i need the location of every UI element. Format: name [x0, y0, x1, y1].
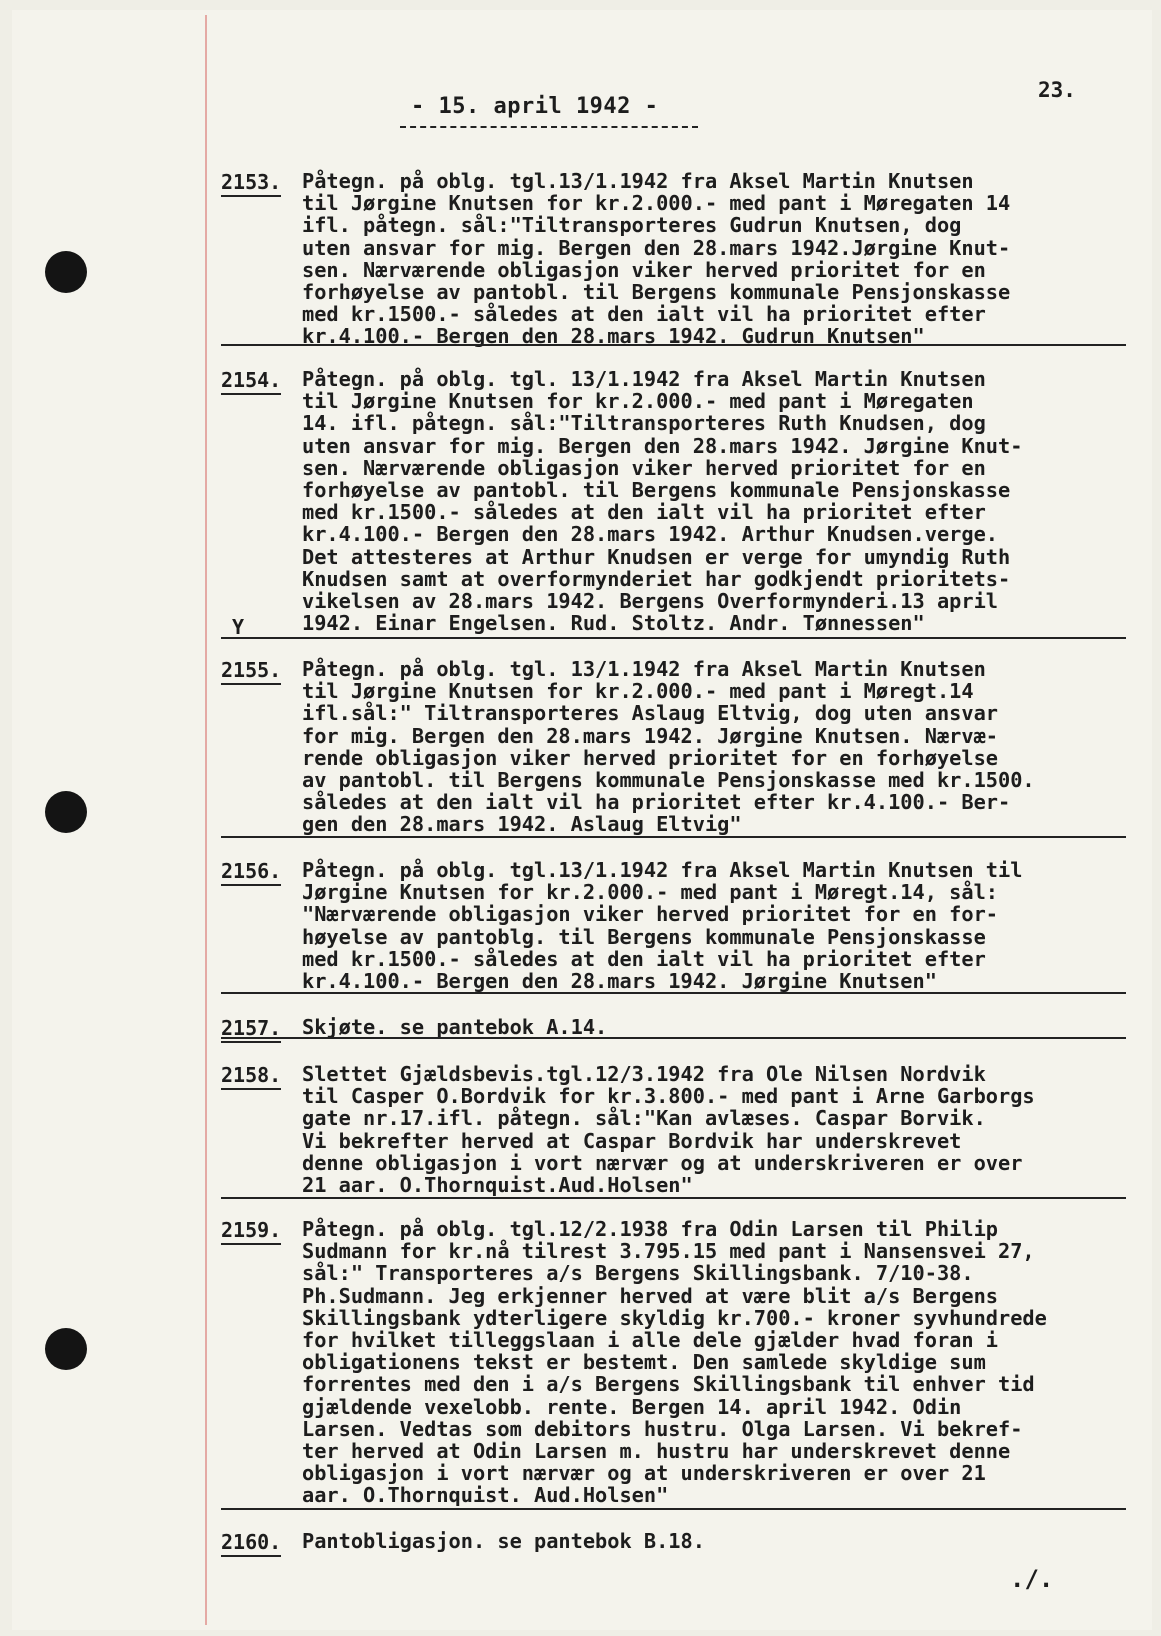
punch-hole — [45, 251, 87, 293]
entry-rule — [221, 836, 1126, 838]
entry-text: Påtegn. på oblg. tgl.13/1.1942 fra Aksel Martin Knutsen til Jørgine Knutsen for kr.2.000.- med pant i Møregt.14, sål: "Nærværende obligasjon viker herved prioritet for en for- høyelse av pantoblg. til Bergens kommunale Pensjonskasse med kr.1500.- således at den ialt vil ha prioritet efter kr.4.100.- Bergen den 28.mars 1942. Jørgine Knutsen" — [302, 858, 1023, 994]
margin-line — [205, 15, 207, 1625]
entry-number: 2153. — [221, 170, 281, 197]
page-number: 23. — [1038, 78, 1076, 102]
punch-hole — [45, 791, 87, 833]
entry-rule — [221, 1197, 1126, 1199]
entry-number: 2154. — [221, 368, 281, 395]
entry-number: 2158. — [221, 1063, 281, 1090]
entry-number: 2157. — [221, 1016, 281, 1043]
entry-text: Skjøte. se pantebok A.14. — [302, 1015, 608, 1039]
entry-rule — [221, 637, 1126, 639]
entry-number: 2160. — [221, 1530, 281, 1557]
entry-rule — [221, 344, 1126, 346]
entry-number: 2155. — [221, 658, 281, 685]
entry-text: Slettet Gjældsbevis.tgl.12/3.1942 fra Ole Nilsen Nordvik til Casper O.Bordvik for kr.3.800.- med pant i Arne Garborgs gate nr.17.ifl. påtegn. sål:"Kan avlæses. Caspar Borvik. Vi bekrefter herved at Caspar Bordvik har underskrevet denne obligasjon i vort nærvær og at underskriveren er over 21 aar. O.Thornquist.Aud.Holsen" — [302, 1062, 1035, 1198]
punch-hole — [45, 1328, 87, 1370]
entry-rule — [221, 1508, 1126, 1510]
entry-text: Påtegn. på oblg. tgl. 13/1.1942 fra Aksel Martin Knutsen til Jørgine Knutsen for kr.2.000.- med pant i Møregaten 14. ifl. påtegn. sål:"Tiltransporteres Ruth Knudsen, dog uten ansvar for mig. Bergen den 28.mars 1942. Jørgine Knut- sen. Nærværende obligasjon viker herved prioritet for en forhøyelse av pantobl. til Bergens kommunale Pensjonskasse med kr.1500.- således at den ialt vil ha prioritet efter kr.4.100.- Bergen den 28.mars 1942. Arthur Knudsen.verge. Det attesteres at Arthur Knudsen er verge for umyndig Ruth Knudsen samt at overformynderiet har godkjendt prioritets- vikelsen av 28.mars 1942. Bergens Overformynderi.13 april 1942. Einar Engelsen. Rud. Stoltz. Andr. Tønnessen" — [302, 367, 1023, 636]
entry-text: Pantobligasjon. se pantebok B.18. — [302, 1529, 705, 1553]
entry-rule — [221, 1037, 1126, 1039]
entry-number: 2156. — [221, 859, 281, 886]
entry-text: Påtegn. på oblg. tgl.12/2.1938 fra Odin Larsen til Philip Sudmann for kr.nå tilrest 3.795.15 med pant i Nansensvei 27, sål:" Transporteres a/s Bergens Skillingsbank. 7/10-38. Ph.Sudmann. Jeg erkjenner herved at være blit a/s Bergens Skillingsbank ydterligere skyldig kr.700.- kroner syvhundrede for hvilket tilleggslaan i alle dele gjælder hvad foran i obligationens tekst er bestemt. Den samlede skyldige sum forrentes med den i a/s Bergens Skillingsbank til enhver tid gjældende vexelobb. rente. Bergen 14. april 1942. Odin Larsen. Vedtas som debitors hustru. Olga Larsen. Vi bekref- ter herved at Odin Larsen m. hustru har underskrevet denne obligasjon i vort nærvær og at underskriveren er over 21 aar. O.Thornquist. Aud.Holsen" — [302, 1217, 1047, 1508]
margin-note: Y — [232, 615, 245, 639]
date-underline — [400, 126, 698, 128]
entry-number: 2159. — [221, 1218, 281, 1245]
entry-rule — [221, 992, 1126, 994]
date-header: - 15. april 1942 - — [411, 94, 659, 119]
continuation-mark: ./. — [1010, 1565, 1054, 1593]
entry-text: Påtegn. på oblg. tgl. 13/1.1942 fra Aksel Martin Knutsen til Jørgine Knutsen for kr.2.000.- med pant i Møregt.14 ifl.sål:" Tiltransporteres Aslaug Eltvig, dog uten ansvar for mig. Bergen den 28.mars 1942. Jørgine Knutsen. Nærvæ- rende obligasjon viker herved prioritet for en forhøyelse av pantobl. til Bergens kommunale Pensjonskasse med kr.1500. således at den ialt vil ha prioritet efter kr.4.100.- Ber- gen den 28.mars 1942. Aslaug Eltvig" — [302, 657, 1035, 837]
entry-text: Påtegn. på oblg. tgl.13/1.1942 fra Aksel Martin Knutsen til Jørgine Knutsen for kr.2.000.- med pant i Møregaten 14 ifl. påtegn. sål:"Tiltransporteres Gudrun Knutsen, dog uten ansvar for mig. Bergen den 28.mars 1942.Jørgine Knut- sen. Nærværende obligasjon viker herved prioritet for en forhøyelse av pantobl. til Bergens kommunale Pensjonskasse med kr.1500.- således at den ialt vil ha prioritet efter kr.4.100.- Bergen den 28.mars 1942. Gudrun Knutsen" — [302, 169, 1011, 349]
